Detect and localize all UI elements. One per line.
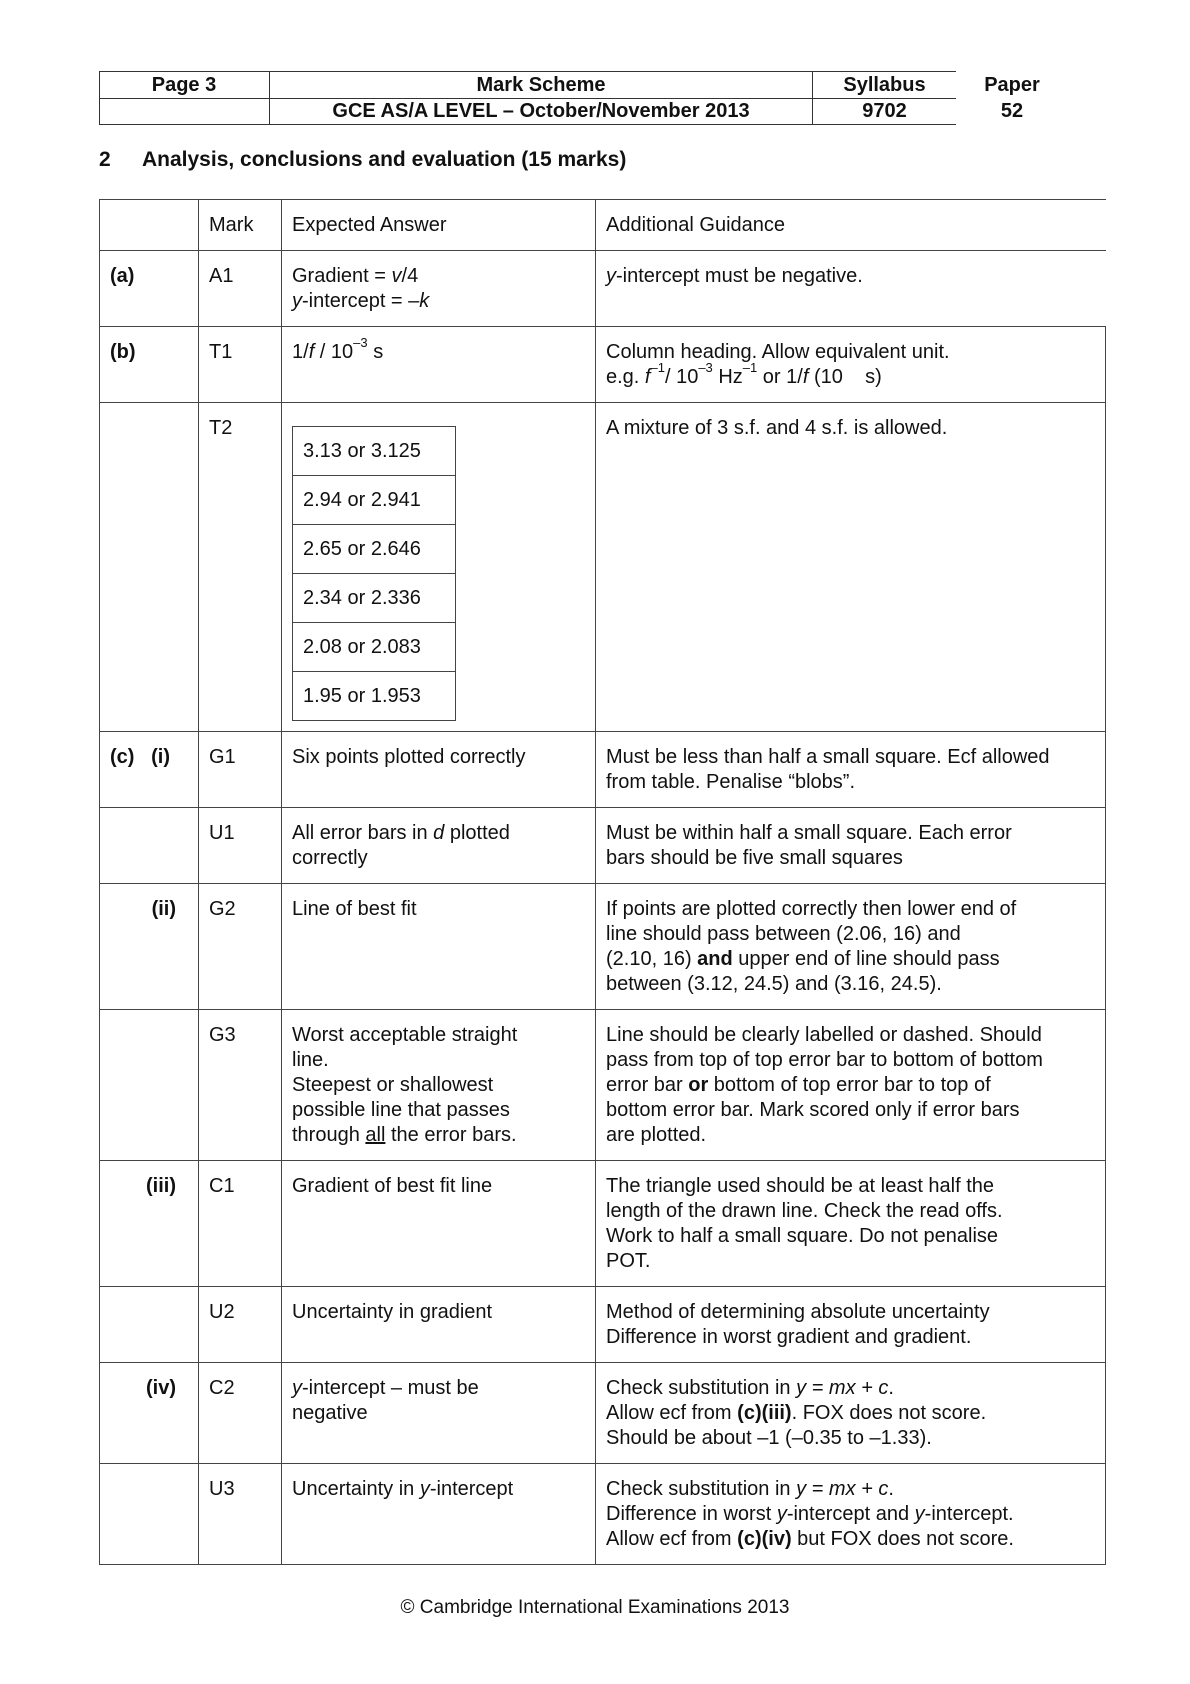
additional-guidance: Must be less than half a small square. Ecf allowed from table. Penalise “blobs”. — [596, 732, 1106, 808]
list-item — [293, 525, 456, 574]
additional-guidance: A mixture of 3 s.f. and 4 s.f. is allowed. — [596, 403, 1106, 732]
part-label — [100, 808, 199, 884]
value-cell: 1.95 or 1.953 — [293, 672, 456, 721]
value-cell: 2.65 or 2.646 — [293, 525, 456, 574]
table-row — [100, 403, 1106, 732]
table-row — [100, 884, 1106, 1010]
page-number: Page 3 — [151, 74, 217, 96]
additional-guidance: The triangle used should be at least half the length of the drawn line. Check the read offs. Work to half a small square. Do not penalise POT. — [596, 1161, 1106, 1287]
additional-guidance: Must be within half a small square. Each error bars should be five small squares — [596, 808, 1106, 884]
table-row — [100, 1363, 1106, 1464]
mark-code: T2 — [199, 403, 282, 732]
exam-title: GCE AS/A LEVEL – October/November 2013 — [332, 100, 750, 122]
footer-copyright: © Cambridge International Examinations 2013 — [400, 1597, 790, 1618]
mark-code: T1 — [199, 327, 282, 403]
expected-column-header: Expected Answer — [282, 200, 596, 251]
table-row — [100, 1287, 1106, 1363]
mark-scheme-table — [99, 199, 1106, 1565]
table-row — [100, 1161, 1106, 1287]
part-label — [100, 1010, 199, 1161]
additional-guidance: y-intercept must be negative. — [596, 251, 1106, 327]
part-label — [100, 403, 199, 732]
section-title: Analysis, conclusions and evaluation (15 marks) — [142, 148, 627, 171]
expected-answer: Gradient of best fit line — [282, 1161, 596, 1287]
list-item — [293, 672, 456, 721]
guidance-column-header: Additional Guidance — [596, 200, 1106, 251]
additional-guidance: Check substitution in y = mx + c. Difference in worst y-intercept and y-intercept. Allow ecf from (c)(iv) but FOX does not score. — [596, 1464, 1106, 1565]
list-item — [293, 623, 456, 672]
expected-answer: $1/f / 10^{-3}$ s — [282, 327, 596, 403]
value-cell: 2.08 or 2.083 — [293, 623, 456, 672]
additional-guidance: Check substitution in y = mx + c. Allow ecf from (c)(iii). FOX does not score. Should be about –1 (–0.35 to –1.33). — [596, 1363, 1106, 1464]
part-label: (a) — [100, 251, 199, 327]
page-header — [99, 71, 1079, 125]
expected-answer: Uncertainty in y-intercept — [282, 1464, 596, 1565]
section-number: 2 — [99, 148, 111, 171]
mark-scheme-title: Mark Scheme — [476, 74, 606, 96]
additional-guidance: Method of determining absolute uncertainty Difference in worst gradient and gradient. — [596, 1287, 1106, 1363]
section-heading — [99, 148, 626, 172]
table-row — [100, 808, 1106, 884]
mark-code: G1 — [199, 732, 282, 808]
part-label: (iv) — [100, 1363, 199, 1464]
expected-answer: Line of best fit — [282, 884, 596, 1010]
table-row — [100, 251, 1106, 327]
part-label: (ii) — [100, 884, 199, 1010]
expected-answer: Six points plotted correctly — [282, 732, 596, 808]
expected-answer — [282, 403, 596, 732]
value-cell: 3.13 or 3.125 — [293, 427, 456, 476]
expected-answer: Gradient = v/4 y-intercept = –k — [282, 251, 596, 327]
part-label: (c) (i) — [100, 732, 199, 808]
syllabus-label: Syllabus — [843, 74, 926, 96]
list-item — [293, 427, 456, 476]
mark-code: A1 — [199, 251, 282, 327]
table-header-row — [100, 200, 1106, 251]
table-row — [100, 1010, 1106, 1161]
value-cell: 2.34 or 2.336 — [293, 574, 456, 623]
additional-guidance: Line should be clearly labelled or dashed. Should pass from top of top error bar to bottom of bottom error bar or bottom of top error bar to top of bottom error bar. Mark scored only if error bars are plotted. — [596, 1010, 1106, 1161]
paper-label: Paper — [984, 74, 1040, 96]
expected-answer: Uncertainty in gradient — [282, 1287, 596, 1363]
part-header-cell — [100, 200, 199, 251]
mark-code: G2 — [199, 884, 282, 1010]
value-cell: 2.94 or 2.941 — [293, 476, 456, 525]
paper-value: 52 — [1000, 100, 1024, 122]
expected-answer: y-intercept – must be negative — [282, 1363, 596, 1464]
expected-answer: Worst acceptable straight line. Steepest or shallowest possible line that passes through all the error bars. — [282, 1010, 596, 1161]
header-bottom-rule — [99, 124, 956, 125]
mark-code: C2 — [199, 1363, 282, 1464]
additional-guidance: If points are plotted correctly then lower end of line should pass between (2.06, 16) and (2.10, 16) and upper end of line should pass between (3.12, 24.5) and (3.16, 24.5). — [596, 884, 1106, 1010]
mark-code: U1 — [199, 808, 282, 884]
part-label — [100, 1287, 199, 1363]
part-label: (iii) — [100, 1161, 199, 1287]
mark-code: G3 — [199, 1010, 282, 1161]
part-label — [100, 1464, 199, 1565]
part-label: (b) — [100, 327, 199, 403]
mark-column-header: Mark — [199, 200, 282, 251]
table-row — [100, 327, 1106, 403]
mark-code: C1 — [199, 1161, 282, 1287]
table-row — [100, 1464, 1106, 1565]
table-row — [100, 732, 1106, 808]
syllabus-value: 9702 — [862, 100, 907, 122]
additional-guidance: Column heading. Allow equivalent unit. e.g. $f^{-1}/$ $10^{-3}$ $Hz^{-1}$ or 1/f (10 s) — [596, 327, 1106, 403]
list-item — [293, 574, 456, 623]
list-item — [293, 476, 456, 525]
expected-answer: All error bars in d plotted correctly — [282, 808, 596, 884]
values-table — [292, 426, 456, 721]
mark-code: U2 — [199, 1287, 282, 1363]
mark-code: U3 — [199, 1464, 282, 1565]
